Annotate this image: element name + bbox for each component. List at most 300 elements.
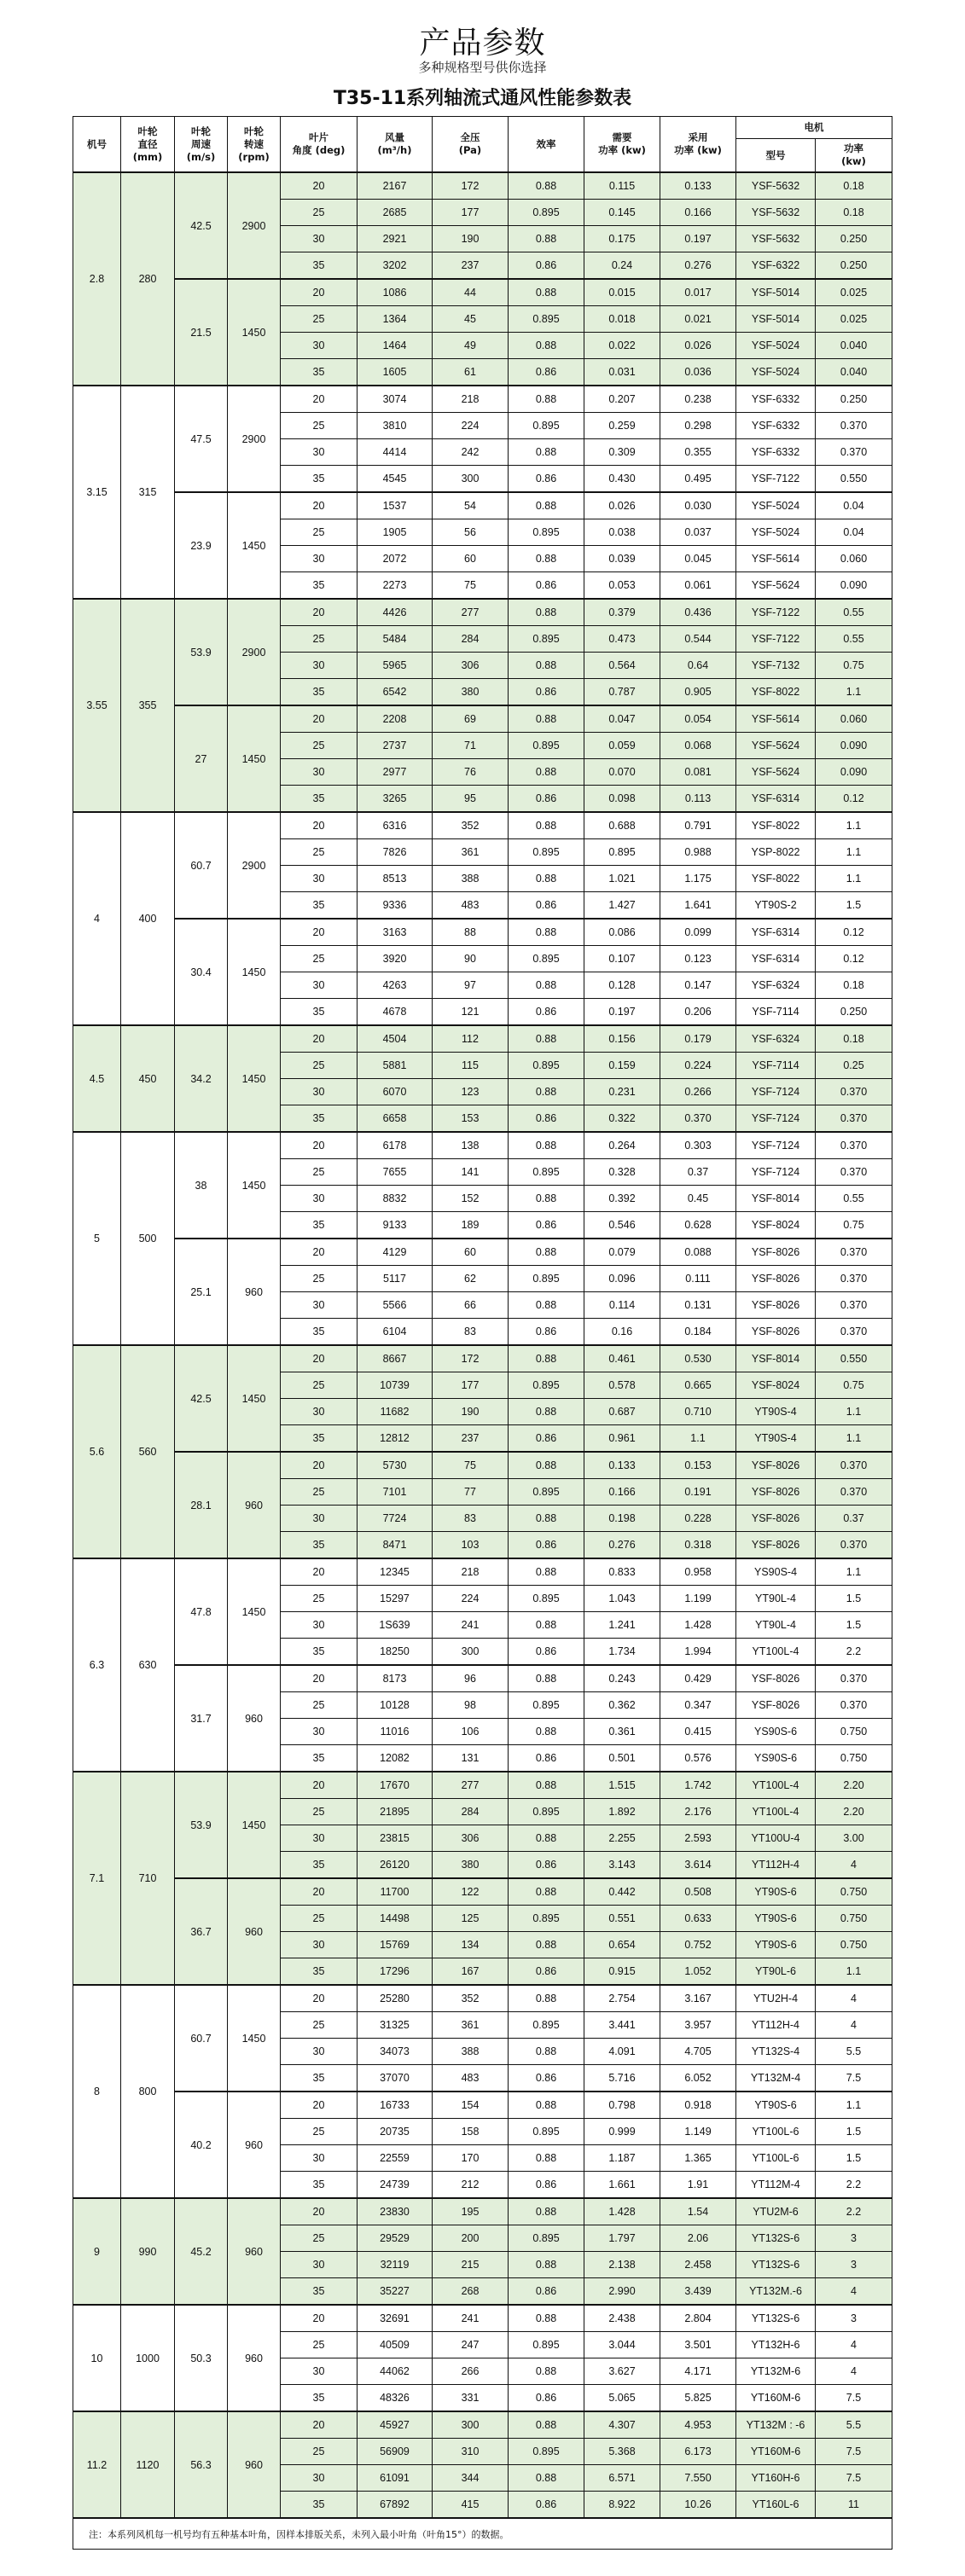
cell-motor-model: YTU2M-6: [736, 2198, 816, 2225]
cell-rpm: 1450: [228, 1985, 281, 2092]
cell-motor-power: 4: [816, 2332, 892, 2358]
cell-tip-speed: 31.7: [175, 1665, 228, 1772]
cell-tip-speed: 47.5: [175, 386, 228, 492]
cell-efficiency: 0.895: [509, 2439, 584, 2465]
cell-tip-speed: 53.9: [175, 599, 228, 705]
cell-airflow: 12082: [358, 1745, 433, 1772]
cell-total-pressure: 49: [433, 333, 509, 359]
cell-motor-power: 0.18: [816, 200, 892, 226]
cell-efficiency: 0.895: [509, 1799, 584, 1825]
cell-motor-power: 2.20: [816, 1799, 892, 1825]
cell-required-power: 0.915: [584, 1958, 660, 1986]
cell-total-pressure: 66: [433, 1292, 509, 1319]
cell-total-pressure: 77: [433, 1479, 509, 1506]
cell-motor-model: YT90S-6: [736, 1906, 816, 1932]
cell-rpm: 1450: [228, 705, 281, 812]
cell-motor-model: YT100L-4: [736, 1772, 816, 1799]
cell-motor-model: YS90S-6: [736, 1719, 816, 1745]
cell-blade-angle: 25: [281, 1906, 358, 1932]
cell-airflow: 4426: [358, 599, 433, 626]
cell-model-no: 8: [73, 1985, 121, 2198]
cell-blade-angle: 25: [281, 2439, 358, 2465]
cell-motor-power: 0.75: [816, 1372, 892, 1399]
cell-airflow: 25280: [358, 1985, 433, 2012]
cell-motor-power: 0.370: [816, 1239, 892, 1266]
cell-adopted-power: 0.436: [660, 599, 736, 626]
cell-blade-angle: 35: [281, 1425, 358, 1453]
cell-adopted-power: 0.113: [660, 786, 736, 813]
cell-airflow: 17670: [358, 1772, 433, 1799]
cell-efficiency: 0.895: [509, 946, 584, 972]
cell-required-power: 0.276: [584, 1532, 660, 1559]
cell-blade-angle: 20: [281, 1025, 358, 1053]
cell-required-power: 0.787: [584, 679, 660, 706]
cell-required-power: 0.328: [584, 1159, 660, 1186]
cell-blade-angle: 30: [281, 1292, 358, 1319]
cell-adopted-power: 0.036: [660, 359, 736, 386]
cell-blade-angle: 30: [281, 1079, 358, 1105]
cell-rpm: 1450: [228, 1132, 281, 1239]
cell-motor-model: YT132M.-6: [736, 2278, 816, 2306]
cell-adopted-power: 0.123: [660, 946, 736, 972]
cell-motor-model: YSF-5614: [736, 705, 816, 733]
cell-required-power: 0.687: [584, 1399, 660, 1425]
col-required-power: 需要 功率 (kw): [584, 117, 660, 173]
cell-blade-angle: 30: [281, 1612, 358, 1639]
col-total-pressure: 全压 (Pa): [433, 117, 509, 173]
cell-adopted-power: 0.153: [660, 1452, 736, 1479]
cell-blade-angle: 35: [281, 359, 358, 386]
cell-required-power: 0.198: [584, 1506, 660, 1532]
cell-motor-model: YT90S-6: [736, 1932, 816, 1958]
cell-motor-model: YSF-7122: [736, 626, 816, 653]
cell-adopted-power: 0.298: [660, 413, 736, 439]
cell-airflow: 34073: [358, 2039, 433, 2065]
cell-airflow: 22559: [358, 2145, 433, 2172]
cell-required-power: 0.442: [584, 1878, 660, 1906]
cell-required-power: 0.086: [584, 919, 660, 946]
cell-adopted-power: 0.918: [660, 2092, 736, 2119]
cell-blade-angle: 25: [281, 413, 358, 439]
cell-blade-angle: 25: [281, 1266, 358, 1292]
cell-blade-angle: 20: [281, 2198, 358, 2225]
cell-adopted-power: 0.206: [660, 999, 736, 1026]
cell-total-pressure: 300: [433, 466, 509, 493]
cell-adopted-power: 0.318: [660, 1532, 736, 1559]
cell-required-power: 0.578: [584, 1372, 660, 1399]
cell-airflow: 3163: [358, 919, 433, 946]
cell-airflow: 11682: [358, 1399, 433, 1425]
cell-blade-angle: 20: [281, 1665, 358, 1692]
cell-adopted-power: 0.224: [660, 1053, 736, 1079]
cell-rpm: 2900: [228, 599, 281, 705]
cell-motor-model: YT112H-4: [736, 1852, 816, 1879]
cell-required-power: 1.241: [584, 1612, 660, 1639]
cell-motor-power: 2.2: [816, 2198, 892, 2225]
cell-motor-power: 0.04: [816, 519, 892, 546]
cell-blade-angle: 35: [281, 1958, 358, 1986]
cell-total-pressure: 189: [433, 1212, 509, 1239]
col-impeller-diameter: 叶轮 直径 (mm): [121, 117, 175, 173]
cell-motor-power: 0.250: [816, 226, 892, 252]
cell-efficiency: 0.88: [509, 2039, 584, 2065]
cell-adopted-power: 1.365: [660, 2145, 736, 2172]
cell-airflow: 16733: [358, 2092, 433, 2119]
cell-adopted-power: 0.026: [660, 333, 736, 359]
cell-airflow: 3074: [358, 386, 433, 413]
cell-blade-angle: 35: [281, 2065, 358, 2092]
cell-adopted-power: 3.614: [660, 1852, 736, 1879]
cell-airflow: 20735: [358, 2119, 433, 2145]
cell-required-power: 1.515: [584, 1772, 660, 1799]
cell-blade-angle: 35: [281, 1212, 358, 1239]
cell-total-pressure: 83: [433, 1319, 509, 1346]
cell-motor-power: 0.75: [816, 1212, 892, 1239]
table-body: [73, 172, 892, 2550]
cell-total-pressure: 96: [433, 1665, 509, 1692]
cell-impeller-diameter: 990: [121, 2198, 175, 2305]
col-motor-model: 型号: [736, 139, 816, 173]
cell-motor-power: 5.5: [816, 2411, 892, 2439]
cell-airflow: 5730: [358, 1452, 433, 1479]
cell-adopted-power: 0.633: [660, 1906, 736, 1932]
cell-efficiency: 0.895: [509, 1586, 584, 1612]
cell-required-power: 0.018: [584, 306, 660, 333]
cell-adopted-power: 1.149: [660, 2119, 736, 2145]
cell-motor-model: YT90L-4: [736, 1612, 816, 1639]
cell-motor-model: YSF-5014: [736, 306, 816, 333]
cell-efficiency: 0.88: [509, 599, 584, 626]
cell-total-pressure: 483: [433, 892, 509, 920]
cell-rpm: 2900: [228, 812, 281, 919]
cell-total-pressure: 45: [433, 306, 509, 333]
cell-efficiency: 0.88: [509, 492, 584, 519]
cell-motor-model: YSF-5024: [736, 333, 816, 359]
cell-adopted-power: 1.641: [660, 892, 736, 920]
cell-efficiency: 0.88: [509, 279, 584, 306]
cell-adopted-power: 0.191: [660, 1479, 736, 1506]
cell-adopted-power: 1.54: [660, 2198, 736, 2225]
cell-airflow: 4678: [358, 999, 433, 1026]
cell-required-power: 0.070: [584, 759, 660, 786]
cell-required-power: 0.322: [584, 1105, 660, 1133]
cell-blade-angle: 30: [281, 2252, 358, 2278]
cell-blade-angle: 25: [281, 839, 358, 866]
cell-total-pressure: 344: [433, 2465, 509, 2492]
cell-rpm: 2900: [228, 172, 281, 279]
cell-blade-angle: 35: [281, 1639, 358, 1666]
cell-motor-power: 0.550: [816, 1345, 892, 1372]
cell-tip-speed: 40.2: [175, 2092, 228, 2198]
cell-efficiency: 0.88: [509, 546, 584, 572]
cell-airflow: 32119: [358, 2252, 433, 2278]
cell-motor-power: 4: [816, 2278, 892, 2306]
cell-adopted-power: 0.665: [660, 1372, 736, 1399]
cell-blade-angle: 25: [281, 1053, 358, 1079]
cell-adopted-power: 3.439: [660, 2278, 736, 2306]
cell-efficiency: 0.895: [509, 1692, 584, 1719]
cell-motor-power: 0.370: [816, 439, 892, 466]
table-note-row: [73, 2518, 892, 2550]
cell-total-pressure: 44: [433, 279, 509, 306]
cell-motor-power: 0.750: [816, 1932, 892, 1958]
cell-motor-model: YT90S-2: [736, 892, 816, 920]
cell-airflow: 8471: [358, 1532, 433, 1559]
cell-tip-speed: 27: [175, 705, 228, 812]
cell-motor-power: 0.370: [816, 1159, 892, 1186]
cell-motor-model: YSF-6332: [736, 439, 816, 466]
cell-motor-power: 0.060: [816, 546, 892, 572]
cell-blade-angle: 35: [281, 1852, 358, 1879]
cell-adopted-power: 0.355: [660, 439, 736, 466]
cell-airflow: 6178: [358, 1132, 433, 1159]
cell-blade-angle: 20: [281, 919, 358, 946]
cell-motor-model: YSF-5624: [736, 572, 816, 600]
cell-motor-power: 1.1: [816, 812, 892, 839]
cell-motor-model: YT90S-4: [736, 1399, 816, 1425]
cell-efficiency: 0.88: [509, 2252, 584, 2278]
cell-rpm: 1450: [228, 279, 281, 386]
cell-blade-angle: 30: [281, 2465, 358, 2492]
cell-total-pressure: 122: [433, 1878, 509, 1906]
cell-efficiency: 0.895: [509, 2225, 584, 2252]
cell-required-power: 0.999: [584, 2119, 660, 2145]
cell-adopted-power: 0.184: [660, 1319, 736, 1346]
cell-adopted-power: 1.91: [660, 2172, 736, 2199]
cell-motor-power: 0.37: [816, 1506, 892, 1532]
cell-required-power: 1.187: [584, 2145, 660, 2172]
cell-blade-angle: 20: [281, 279, 358, 306]
cell-total-pressure: 88: [433, 919, 509, 946]
cell-total-pressure: 483: [433, 2065, 509, 2092]
cell-total-pressure: 75: [433, 1452, 509, 1479]
cell-airflow: 3920: [358, 946, 433, 972]
cell-blade-angle: 20: [281, 1558, 358, 1586]
cell-airflow: 6070: [358, 1079, 433, 1105]
cell-airflow: 2167: [358, 172, 433, 200]
cell-efficiency: 0.86: [509, 359, 584, 386]
cell-impeller-diameter: 315: [121, 386, 175, 599]
cell-required-power: 0.133: [584, 1452, 660, 1479]
cell-required-power: 0.053: [584, 572, 660, 600]
cell-impeller-diameter: 710: [121, 1772, 175, 1985]
cell-tip-speed: 53.9: [175, 1772, 228, 1878]
cell-motor-power: 1.5: [816, 892, 892, 920]
cell-motor-power: 0.370: [816, 1292, 892, 1319]
cell-motor-power: 1.1: [816, 1558, 892, 1586]
cell-motor-model: YT160M-6: [736, 2439, 816, 2465]
cell-adopted-power: 0.266: [660, 1079, 736, 1105]
cell-required-power: 8.922: [584, 2492, 660, 2519]
cell-motor-power: 0.75: [816, 653, 892, 679]
cell-efficiency: 0.88: [509, 1825, 584, 1852]
cell-efficiency: 0.86: [509, 999, 584, 1026]
cell-adopted-power: 0.228: [660, 1506, 736, 1532]
cell-required-power: 0.038: [584, 519, 660, 546]
cell-impeller-diameter: 355: [121, 599, 175, 812]
cell-total-pressure: 190: [433, 1399, 509, 1425]
cell-total-pressure: 361: [433, 839, 509, 866]
cell-efficiency: 0.895: [509, 626, 584, 653]
cell-blade-angle: 30: [281, 1506, 358, 1532]
cell-efficiency: 0.86: [509, 2172, 584, 2199]
cell-blade-angle: 25: [281, 1159, 358, 1186]
cell-adopted-power: 0.030: [660, 492, 736, 519]
cell-blade-angle: 20: [281, 599, 358, 626]
cell-efficiency: 0.86: [509, 1852, 584, 1879]
cell-efficiency: 0.88: [509, 1506, 584, 1532]
cell-motor-power: 0.060: [816, 705, 892, 733]
cell-adopted-power: 6.173: [660, 2439, 736, 2465]
cell-motor-model: YSF-8026: [736, 1692, 816, 1719]
cell-total-pressure: 266: [433, 2358, 509, 2385]
cell-required-power: 5.368: [584, 2439, 660, 2465]
cell-required-power: 0.833: [584, 1558, 660, 1586]
cell-motor-power: 0.12: [816, 919, 892, 946]
cell-blade-angle: 20: [281, 172, 358, 200]
cell-model-no: 6.3: [73, 1558, 121, 1772]
cell-total-pressure: 76: [433, 759, 509, 786]
cell-total-pressure: 284: [433, 626, 509, 653]
cell-motor-power: 0.370: [816, 1105, 892, 1133]
cell-blade-angle: 35: [281, 1532, 358, 1559]
cell-airflow: 1537: [358, 492, 433, 519]
cell-efficiency: 0.86: [509, 1319, 584, 1346]
cell-efficiency: 0.88: [509, 2092, 584, 2119]
cell-airflow: 6104: [358, 1319, 433, 1346]
cell-required-power: 0.145: [584, 200, 660, 226]
cell-motor-power: 7.5: [816, 2385, 892, 2412]
cell-motor-power: 0.250: [816, 386, 892, 413]
cell-blade-angle: 35: [281, 572, 358, 600]
cell-total-pressure: 247: [433, 2332, 509, 2358]
cell-airflow: 6316: [358, 812, 433, 839]
cell-airflow: 4545: [358, 466, 433, 493]
cell-efficiency: 0.88: [509, 2145, 584, 2172]
cell-airflow: 5965: [358, 653, 433, 679]
cell-required-power: 0.551: [584, 1906, 660, 1932]
cell-motor-power: 2.20: [816, 1772, 892, 1799]
cell-tip-speed: 56.3: [175, 2411, 228, 2518]
cell-impeller-diameter: 1120: [121, 2411, 175, 2518]
cell-total-pressure: 177: [433, 200, 509, 226]
cell-required-power: 1.734: [584, 1639, 660, 1666]
cell-efficiency: 0.895: [509, 519, 584, 546]
cell-motor-power: 0.750: [816, 1906, 892, 1932]
cell-tip-speed: 42.5: [175, 1345, 228, 1452]
cell-blade-angle: 25: [281, 1692, 358, 1719]
cell-motor-power: 0.370: [816, 1479, 892, 1506]
cell-blade-angle: 30: [281, 972, 358, 999]
cell-efficiency: 0.86: [509, 786, 584, 813]
cell-blade-angle: 25: [281, 733, 358, 759]
cell-blade-angle: 30: [281, 546, 358, 572]
cell-motor-power: 0.750: [816, 1878, 892, 1906]
cell-total-pressure: 237: [433, 252, 509, 280]
cell-efficiency: 0.86: [509, 2385, 584, 2412]
cell-rpm: 960: [228, 1452, 281, 1558]
cell-required-power: 2.255: [584, 1825, 660, 1852]
cell-blade-angle: 35: [281, 1319, 358, 1346]
cell-total-pressure: 277: [433, 599, 509, 626]
cell-motor-model: YSF-5632: [736, 172, 816, 200]
cell-required-power: 0.688: [584, 812, 660, 839]
cell-motor-power: 1.1: [816, 679, 892, 706]
cell-airflow: 10739: [358, 1372, 433, 1399]
cell-model-no: 5.6: [73, 1345, 121, 1558]
cell-total-pressure: 158: [433, 2119, 509, 2145]
cell-airflow: 2273: [358, 572, 433, 600]
cell-efficiency: 0.895: [509, 1266, 584, 1292]
cell-airflow: 48326: [358, 2385, 433, 2412]
cell-total-pressure: 172: [433, 172, 509, 200]
table-title: T35-11系列轴流式通风性能参数表: [333, 88, 632, 109]
cell-required-power: 0.059: [584, 733, 660, 759]
cell-required-power: 0.026: [584, 492, 660, 519]
cell-adopted-power: 1.742: [660, 1772, 736, 1799]
cell-motor-power: 3.00: [816, 1825, 892, 1852]
cell-motor-model: YT132S-4: [736, 2039, 816, 2065]
cell-required-power: 0.079: [584, 1239, 660, 1266]
cell-adopted-power: 0.166: [660, 200, 736, 226]
cell-total-pressure: 352: [433, 812, 509, 839]
cell-total-pressure: 123: [433, 1079, 509, 1105]
cell-total-pressure: 361: [433, 2012, 509, 2039]
cell-required-power: 0.022: [584, 333, 660, 359]
cell-efficiency: 0.88: [509, 705, 584, 733]
cell-total-pressure: 306: [433, 653, 509, 679]
cell-adopted-power: 0.791: [660, 812, 736, 839]
cell-total-pressure: 380: [433, 679, 509, 706]
cell-impeller-diameter: 1000: [121, 2305, 175, 2411]
cell-total-pressure: 69: [433, 705, 509, 733]
cell-motor-model: YSF-8026: [736, 1292, 816, 1319]
cell-blade-angle: 20: [281, 386, 358, 413]
cell-motor-model: YSF-5632: [736, 226, 816, 252]
cell-total-pressure: 106: [433, 1719, 509, 1745]
cell-motor-model: YT112H-4: [736, 2012, 816, 2039]
cell-airflow: 1S639: [358, 1612, 433, 1639]
cell-airflow: 7655: [358, 1159, 433, 1186]
table-row: [73, 1452, 892, 1479]
cell-airflow: 67892: [358, 2492, 433, 2519]
cell-airflow: 7101: [358, 1479, 433, 1506]
cell-required-power: 2.438: [584, 2305, 660, 2332]
cell-airflow: 14498: [358, 1906, 433, 1932]
cell-blade-angle: 20: [281, 1132, 358, 1159]
cell-rpm: 2900: [228, 386, 281, 492]
cell-total-pressure: 172: [433, 1345, 509, 1372]
cell-blade-angle: 35: [281, 2278, 358, 2306]
cell-motor-model: YT132M-6: [736, 2358, 816, 2385]
cell-efficiency: 0.86: [509, 252, 584, 280]
cell-airflow: 21895: [358, 1799, 433, 1825]
cell-motor-model: YSF-8022: [736, 812, 816, 839]
cell-required-power: 0.379: [584, 599, 660, 626]
cell-blade-angle: 25: [281, 1799, 358, 1825]
cell-airflow: 26120: [358, 1852, 433, 1879]
cell-airflow: 7826: [358, 839, 433, 866]
cell-motor-power: 0.370: [816, 413, 892, 439]
cell-airflow: 2921: [358, 226, 433, 252]
cell-blade-angle: 20: [281, 1772, 358, 1799]
cell-total-pressure: 177: [433, 1372, 509, 1399]
cell-motor-model: YT132S-6: [736, 2252, 816, 2278]
cell-model-no: 7.1: [73, 1772, 121, 1985]
cell-rpm: 1450: [228, 1025, 281, 1132]
cell-motor-model: YSF-7122: [736, 599, 816, 626]
cell-efficiency: 0.88: [509, 972, 584, 999]
